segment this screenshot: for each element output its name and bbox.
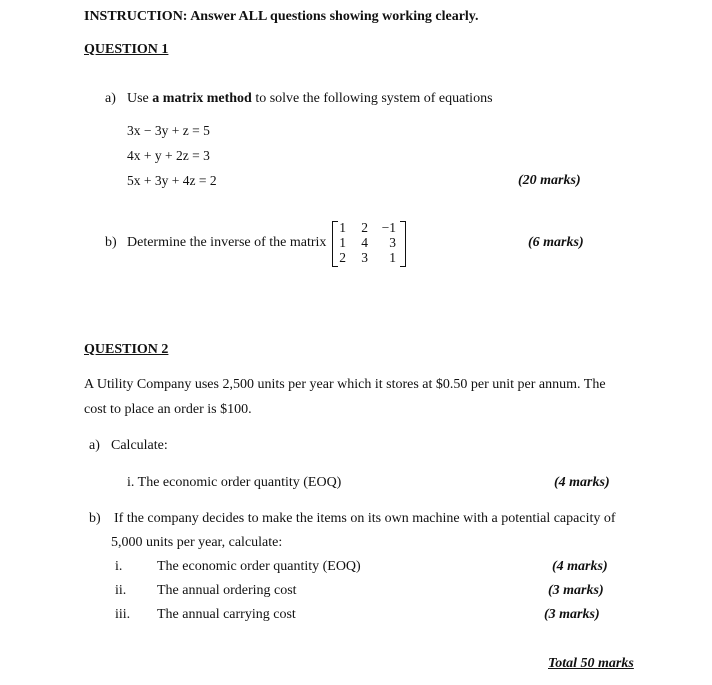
matrix-cell: 4 [361,235,368,250]
total-marks: Total 50 marks [548,656,634,671]
q2b-item-number: ii. [115,583,127,598]
matrix-cell: 3 [389,235,396,250]
q2a-text: Calculate: [111,438,168,453]
matrix-cell: 2 [339,250,346,265]
q1a-text-post: to solve the following system of equations [251,91,493,106]
q1a-marks: (20 marks) [518,173,581,188]
q1a-text [127,91,493,107]
q1a-text-pre: Use [127,91,153,106]
question-1-heading: QUESTION 1 [84,42,169,57]
q2b-item-text: The annual carrying cost [157,607,296,622]
q2b-text-line-2: 5,000 units per year, calculate: [111,535,283,550]
q2b-item-number: iii. [115,607,131,622]
q2b-item-marks: (3 marks) [544,607,600,622]
q1b-text: Determine the inverse of the matrix [127,235,327,250]
question-2-heading: QUESTION 2 [84,342,169,357]
equation-2: 4x + y + 2z = 3 [127,148,210,163]
q2a-i-marks: (4 marks) [554,475,610,490]
matrix [332,220,406,266]
q2b-text-line-1: If the company decides to make the items on its own machine with a potential capacity of [114,511,616,526]
matrix-cell: 2 [361,220,368,235]
matrix-cell: 1 [339,220,346,235]
q1a-label: a) [105,91,116,106]
equation-1: 3x − 3y + z = 5 [127,123,210,138]
q2b-item-text: The annual ordering cost [157,583,297,598]
q1a-text-bold: a matrix method [152,91,252,106]
q2b-item-text: The economic order quantity (EOQ) [157,559,361,574]
q2a-label: a) [89,438,100,453]
q1b-label: b) [105,235,117,250]
matrix-cell: −1 [381,220,396,235]
q1b-marks: (6 marks) [528,235,584,250]
q2a-i-text: i. The economic order quantity (EOQ) [127,475,342,490]
equation-3: 5x + 3y + 4z = 2 [127,173,217,188]
matrix-right-bracket [400,221,406,267]
q2-intro-line-2: cost to place an order is $100. [84,402,252,417]
q2b-item-number: i. [115,559,123,574]
q2b-item-marks: (3 marks) [548,583,604,598]
q2b-label: b) [89,511,101,526]
q2-intro-line-1: A Utility Company uses 2,500 units per year which it stores at $0.50 per unit per annum. The [84,377,606,392]
instruction-text: INSTRUCTION: Answer ALL questions showing working clearly. [84,9,479,24]
matrix-cell: 1 [339,235,346,250]
q2b-item-marks: (4 marks) [552,559,608,574]
matrix-cell: 3 [361,250,368,265]
matrix-cell: 1 [389,250,396,265]
